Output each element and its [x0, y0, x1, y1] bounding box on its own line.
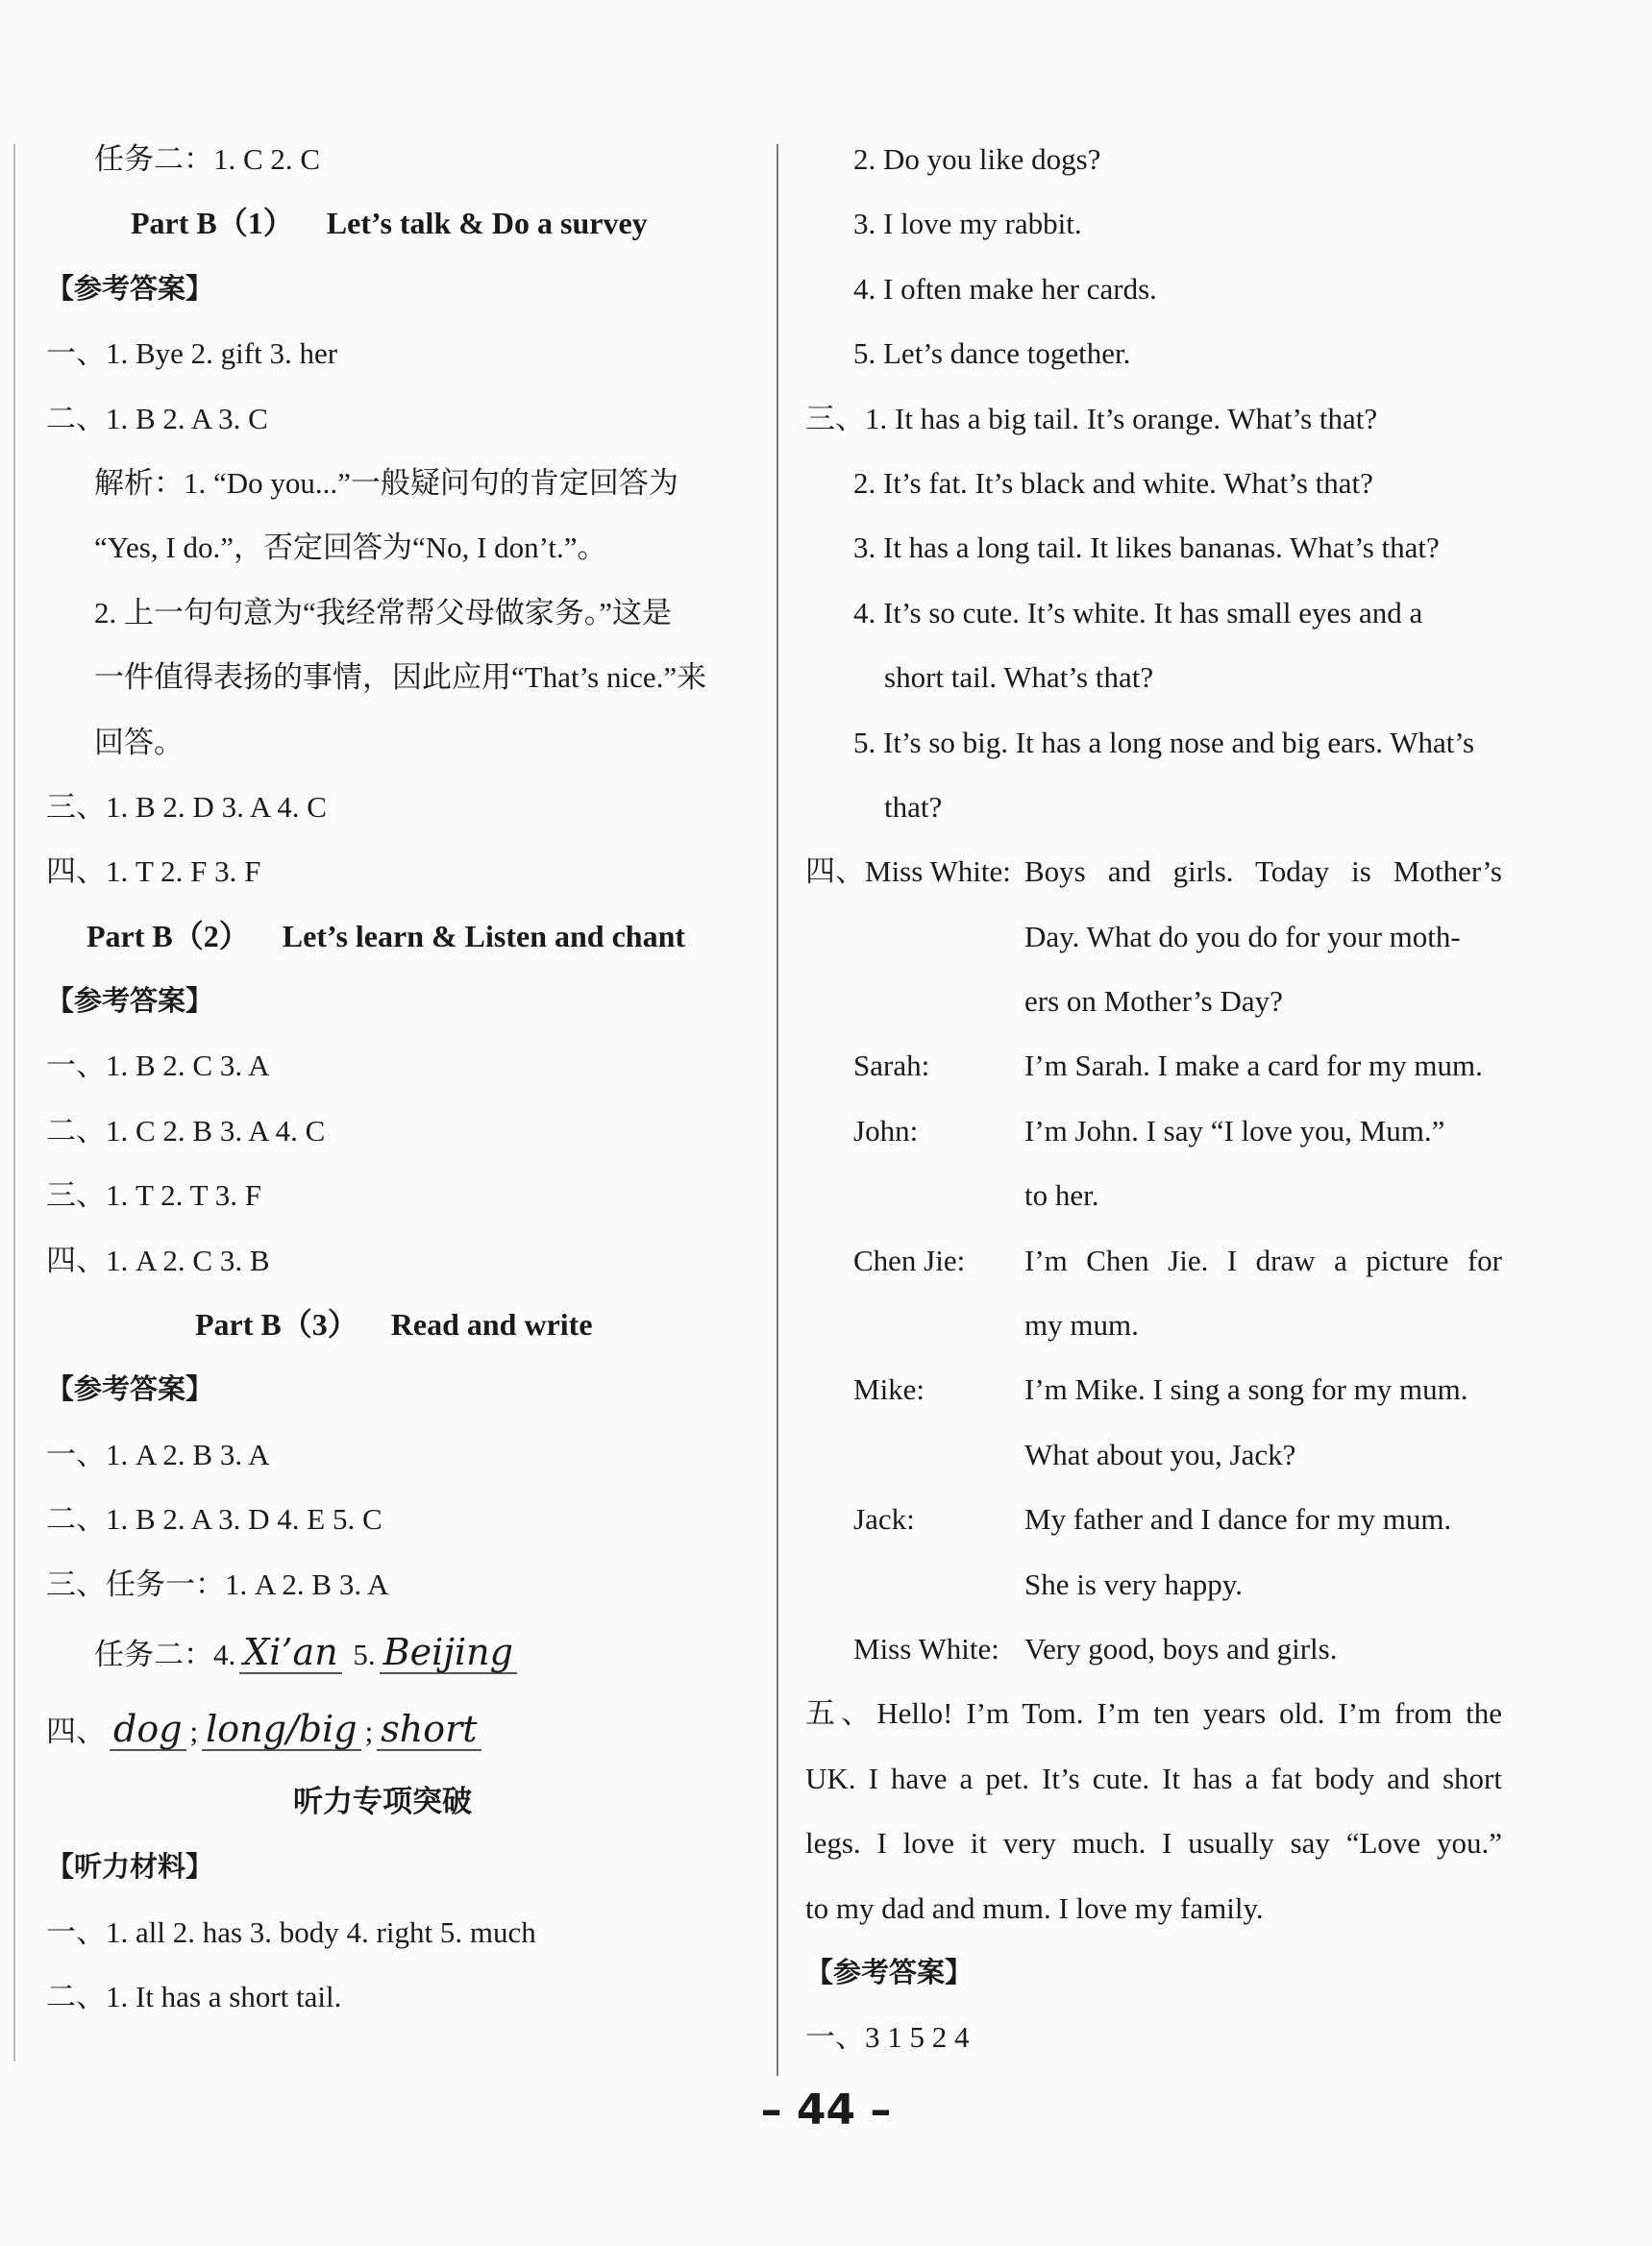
listening-line: short tail. What’s that? — [884, 660, 1154, 695]
listening-section-title: 听力专项突破 — [293, 1784, 472, 1819]
dialogue-continuation: Day. What do you do for your moth- — [1024, 919, 1461, 953]
dialogue-line — [805, 1357, 1512, 1421]
answer-line: 一、1. A 2. B 3. A — [46, 1437, 270, 1471]
answer-line: 三、任务一：1. A 2. B 3. A — [46, 1567, 389, 1601]
speaker-name: Mike: — [853, 1372, 925, 1407]
dialogue-continuation: ers on Mother’s Day? — [1024, 984, 1283, 1019]
passage-line: UK. I have a pet. It’s cute. It has a fat body and short — [805, 1761, 1502, 1795]
speaker-name: 四、Miss White: — [805, 854, 1011, 889]
listening-line: 3. It has a long tail. It likes bananas. What’s that? — [853, 531, 1440, 565]
answer-header: 【参考答案】 — [805, 1955, 974, 1988]
dialogue-text: I’m Chen Jie. I draw a picture for — [1024, 1243, 1502, 1277]
handwritten-answer-line: 四、 dog ; long/big ; short — [46, 1693, 748, 1770]
left-column — [46, 127, 748, 2030]
answer-line: 一、3 1 5 2 4 — [805, 2020, 970, 2055]
dialogue-line — [805, 1617, 1512, 1681]
speaker-name: Miss White: — [853, 1631, 999, 1666]
dialogue-text: I’m Sarah. I make a card for my mum. — [1024, 1049, 1483, 1083]
column-divider — [777, 144, 778, 2076]
answer-header: 【参考答案】 — [46, 1372, 214, 1406]
dialogue-line — [805, 1098, 1512, 1163]
answer-line: 二、1. It has a short tail. — [46, 1980, 342, 2014]
passage-line: legs. I love it very much. I usually say “Love you.” — [805, 1826, 1502, 1861]
passage-line: 五、Hello! I’m Tom. I’m ten years old. I’m from the — [805, 1696, 1502, 1731]
answer-line: 四、1. T 2. F 3. F — [46, 854, 261, 889]
explanation-line: 2. 上一句句意为“我经常帮父母做家务。”这是 — [94, 595, 673, 629]
section-title-b3: Part B（3） Read and write — [195, 1307, 593, 1343]
listening-line: 5. It’s so big. It has a long nose and big ears. What’s — [853, 725, 1475, 759]
handwritten-short: short — [377, 1711, 481, 1751]
dialogue-line — [805, 839, 1512, 903]
listening-line: 5. Let’s dance together. — [853, 336, 1131, 371]
answer-line: 二、1. B 2. A 3. C — [46, 401, 268, 435]
explanation-line: 解析：1. “Do you...”一般疑问句的肯定回答为 — [94, 465, 678, 500]
answer-line: 一、1. B 2. C 3. A — [46, 1049, 270, 1083]
dialogue-line — [805, 1033, 1512, 1098]
speaker-name: Sarah: — [853, 1049, 930, 1083]
speaker-name: Chen Jie: — [853, 1243, 966, 1277]
dialogue-text: I’m John. I say “I love you, Mum.” — [1024, 1113, 1445, 1148]
dialogue-text: I’m Mike. I sing a song for my mum. — [1024, 1372, 1468, 1407]
answer-line: 三、1. T 2. T 3. F — [46, 1178, 261, 1213]
listening-line: 三、1. It has a big tail. It’s orange. What’s that? — [805, 401, 1378, 435]
dialogue-continuation: What about you, Jack? — [1024, 1437, 1296, 1471]
listening-line: 3. I love my rabbit. — [853, 207, 1082, 241]
handwritten-long-big: long/big — [202, 1711, 360, 1751]
handwritten-dog: dog — [110, 1711, 186, 1751]
explanation-line: 回答。 — [94, 725, 184, 759]
dialogue-text: My father and I dance for my mum. — [1024, 1502, 1452, 1537]
answer-header: 【参考答案】 — [46, 271, 214, 305]
dialogue-text: Very good, boys and girls. — [1024, 1631, 1338, 1666]
listening-line: 4. It’s so cute. It’s white. It has small eyes and a — [853, 595, 1423, 629]
answer-line: 二、1. C 2. B 3. A 4. C — [46, 1113, 326, 1148]
dialogue-continuation: my mum. — [1024, 1308, 1139, 1343]
answer-line: 三、1. B 2. D 3. A 4. C — [46, 789, 327, 824]
section-title-b1: Part B（1） Let’s talk & Do a survey — [131, 206, 648, 241]
answer-header: 【参考答案】 — [46, 984, 214, 1018]
dialogue-line — [805, 1487, 1512, 1551]
task2-answers: 任务二：1. C 2. C — [94, 142, 321, 176]
section-title-b2: Part B（2） Let’s learn & Listen and chant — [86, 918, 686, 953]
speaker-name: Jack: — [853, 1502, 915, 1537]
answer-line: 一、1. all 2. has 3. body 4. right 5. much — [46, 1914, 536, 1949]
answer-line: 四、1. A 2. C 3. B — [46, 1243, 270, 1277]
speaker-name: John: — [853, 1113, 919, 1148]
page-number: – 44 – — [760, 2086, 892, 2135]
explanation-line: “Yes, I do.”，否定回答为“No, I don’t.”。 — [94, 531, 607, 565]
passage-line: to my dad and mum. I love my family. — [805, 1890, 1264, 1925]
listening-header: 【听力材料】 — [46, 1850, 214, 1884]
handwritten-answer-line: 任务二：4. Xi’an 5. Beijing — [46, 1617, 748, 1693]
listening-line: 4. I often make her cards. — [853, 271, 1157, 306]
dialogue-continuation: to her. — [1024, 1178, 1099, 1213]
answer-line: 一、1. Bye 2. gift 3. her — [46, 336, 338, 371]
handwritten-xian: Xi’an — [239, 1634, 341, 1674]
left-margin-rule — [13, 144, 15, 2061]
right-column — [805, 127, 1512, 2070]
dialogue-line — [805, 1228, 1512, 1293]
answer-line: 二、1. B 2. A 3. D 4. E 5. C — [46, 1502, 382, 1537]
listening-line: 2. It’s fat. It’s black and white. What’s that? — [853, 465, 1373, 500]
dialogue-text: Boys and girls. Today is Mother’s — [1024, 854, 1502, 889]
explanation-line: 一件值得表扬的事情，因此应用“That’s nice.”来 — [94, 660, 707, 695]
handwritten-beijing: Beijing — [380, 1634, 517, 1674]
dialogue-continuation: She is very happy. — [1024, 1567, 1244, 1601]
listening-line: that? — [884, 789, 943, 824]
listening-line: 2. Do you like dogs? — [853, 142, 1101, 176]
